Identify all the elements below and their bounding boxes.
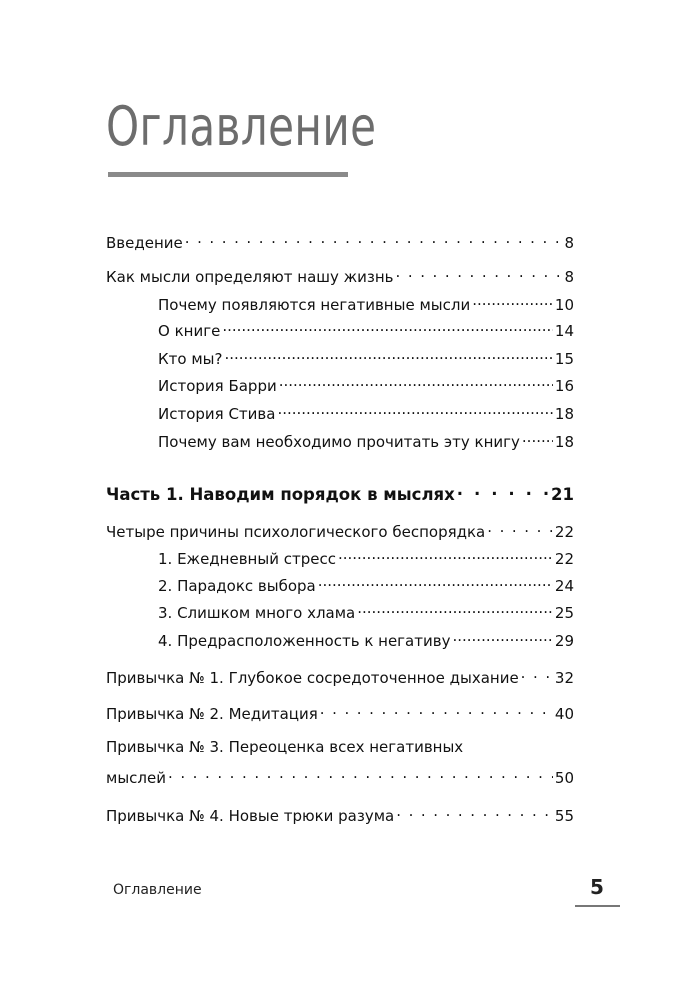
toc-entry-title: Привычка № 3. Переоценка всех негативных [106, 738, 464, 756]
toc-subentry [158, 626, 574, 651]
dot-leader [357, 598, 553, 618]
toc-subentry [158, 344, 574, 369]
toc-entry-title: Введение [106, 234, 183, 252]
dot-leader [338, 544, 553, 564]
title-underline [108, 172, 348, 177]
dot-leader [224, 344, 552, 364]
toc-page-number: 40 [554, 705, 574, 723]
toc-page-number: 22 [554, 550, 574, 568]
dot-leader [277, 399, 552, 419]
toc-page-number: 50 [554, 769, 574, 787]
toc-page-number: 21 [551, 485, 574, 504]
toc-page-number: 25 [554, 604, 574, 622]
toc-page-number: 16 [554, 377, 574, 395]
toc-entry [106, 480, 574, 505]
page-number: 5 [590, 875, 604, 899]
dot-leader [318, 571, 553, 591]
dot-leader [522, 427, 553, 447]
toc-entry-title: Часть 1. Наводим порядок в мыслях [106, 485, 455, 504]
toc-page-number: 22 [554, 523, 574, 541]
toc-entry [106, 801, 574, 826]
toc-entry-title: Почему появляются негативные мысли [158, 296, 471, 314]
dot-leader [396, 262, 563, 282]
toc-entry-title: О книге [158, 322, 221, 340]
toc-subentry [158, 371, 574, 396]
toc-entry-title: 3. Слишком много хлама [158, 604, 356, 622]
toc-entry-title: Почему вам необходимо прочитать эту книгу [158, 433, 520, 451]
toc-entry-title: Привычка № 2. Медитация [106, 705, 318, 723]
toc-subentry [158, 399, 574, 424]
dot-leader [396, 801, 553, 821]
running-footer: Оглавление [113, 882, 202, 898]
toc-subentry [158, 316, 574, 341]
toc-entry [106, 663, 574, 688]
dot-leader [452, 626, 552, 646]
toc-entry-title: Привычка № 4. Новые трюки разума [106, 807, 395, 825]
dot-leader [168, 763, 553, 783]
dot-leader [185, 228, 563, 248]
toc-entry-title: Кто мы? [158, 350, 223, 368]
dot-leader [472, 290, 553, 310]
toc-subentry [158, 427, 574, 452]
toc-page-number: 18 [554, 405, 574, 423]
toc-subentry [158, 290, 574, 315]
toc-page-number: 55 [554, 807, 574, 825]
toc-page-number: 18 [554, 433, 574, 451]
toc-page-number: 24 [554, 577, 574, 595]
toc-entry [106, 763, 574, 788]
toc-entry-title: Как мысли определяют нашу жизнь [106, 268, 394, 286]
toc-entry-title: История Барри [158, 377, 277, 395]
toc-page-number: 10 [554, 296, 574, 314]
toc-page-number: 14 [554, 322, 574, 340]
toc-subentry [158, 598, 574, 623]
toc-page-number: 15 [554, 350, 574, 368]
toc-entry-title: Четыре причины психологического беспорядка [106, 523, 486, 541]
toc-entry-title: 4. Предрасположенность к негативу [158, 632, 451, 650]
toc-entry [106, 228, 574, 253]
toc-entry-title: История Стива [158, 405, 276, 423]
dot-leader [457, 480, 549, 500]
page-title: Оглавление [106, 95, 377, 158]
page-number-rule [575, 905, 620, 907]
toc-subentry [158, 571, 574, 596]
dot-leader [521, 663, 553, 683]
toc-entry-title: Привычка № 1. Глубокое сосредоточенное дыхание [106, 669, 519, 687]
toc-entry [106, 699, 574, 724]
toc-subentry [158, 544, 574, 569]
toc-page-number: 32 [554, 669, 574, 687]
toc-entry [106, 737, 574, 757]
toc-page-number: 8 [564, 268, 574, 286]
toc-entry [106, 517, 574, 542]
dot-leader [320, 699, 553, 719]
toc-entry [106, 262, 574, 287]
dot-leader [279, 371, 553, 391]
dot-leader [222, 316, 553, 336]
toc-page-number: 29 [554, 632, 574, 650]
toc-entry-title: 2. Парадокс выбора [158, 577, 316, 595]
toc-page-number: 8 [564, 234, 574, 252]
dot-leader [487, 517, 553, 537]
toc-entry-title: мыслей [106, 769, 166, 787]
toc-entry-title: 1. Ежедневный стресс [158, 550, 336, 568]
